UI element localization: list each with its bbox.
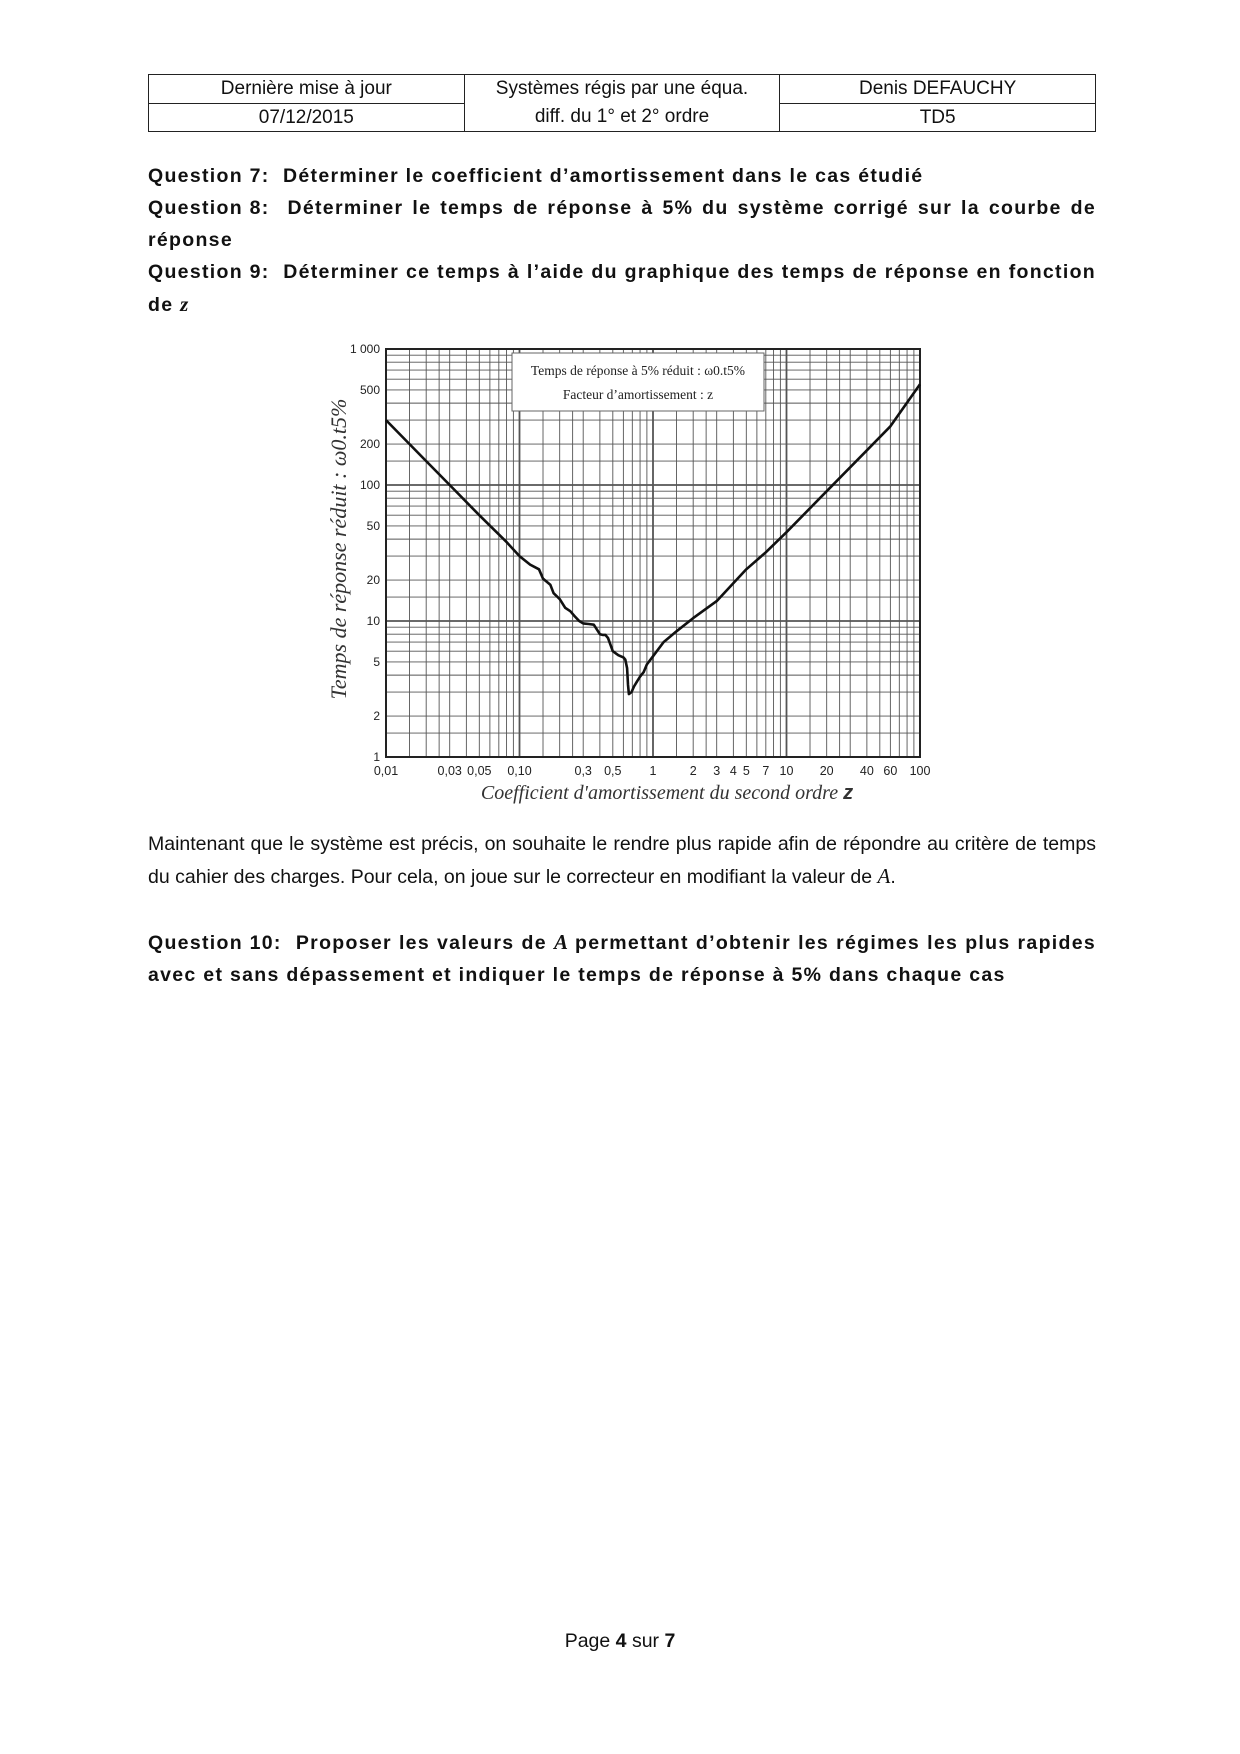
question-10-label: Question 10: <box>148 932 282 954</box>
update-date: 07/12/2015 <box>149 103 465 132</box>
legend-box <box>512 353 764 411</box>
chart-xlabel: Coefficient d'amortissement du second ordre z <box>480 782 854 804</box>
x-tick-label: 20 <box>819 764 834 778</box>
question-9-text: Déterminer ce temps à l’aide du graphique des temps de réponse en fonction de <box>148 261 1096 316</box>
x-tick-label: 7 <box>762 764 770 778</box>
legend-line-1: Temps de réponse à 5% réduit : ω0.t5% <box>530 363 746 378</box>
question-8 <box>148 192 1096 256</box>
y-tick-label: 5 <box>373 654 380 669</box>
y-tick-label: 500 <box>359 382 380 397</box>
x-tick-label: 0,3 <box>574 764 592 778</box>
y-tick-label: 1 <box>373 750 380 764</box>
x-tick-label: 100 <box>909 764 931 778</box>
page-footer <box>0 1630 1240 1653</box>
y-tick-label: 1 000 <box>349 342 380 356</box>
footer-page-word: Page <box>564 1630 611 1652</box>
x-tick-label: 3 <box>713 764 721 778</box>
paragraph-text: Maintenant que le système est précis, on souhaite le rendre plus rapide afin de répondre au critère de temps du cahier des charges. Pour cela, on joue sur le correcteur en modifiant la valeur de <box>148 833 1096 888</box>
question-9 <box>148 256 1096 321</box>
question-7 <box>148 160 1096 192</box>
paragraph-end: . <box>890 866 896 888</box>
question-10 <box>148 926 1096 991</box>
question-8-text: Déterminer le temps de réponse à 5% du système corrigé sur la courbe de réponse <box>148 197 1097 251</box>
y-tick-label: 200 <box>359 437 380 452</box>
doc-title <box>464 75 780 132</box>
question-7-text: Déterminer le coefficient d’amortissement dans le cas étudié <box>283 165 924 187</box>
x-tick-label: 5 <box>742 764 750 778</box>
question-9-label: Question 9: <box>148 261 270 283</box>
x-tick-label: 0,5 <box>604 764 622 778</box>
x-tick-label: 0,03 <box>437 764 462 778</box>
y-tick-label: 50 <box>366 518 380 533</box>
chart-xlabel-var: z <box>843 782 854 804</box>
legend-line-2: Facteur d’amortissement : z <box>562 387 714 402</box>
question-10-text-a: Proposer les valeurs de <box>295 932 547 954</box>
x-tick-label: 4 <box>729 764 737 778</box>
x-tick-label: 40 <box>859 764 874 778</box>
x-tick-label: 10 <box>779 764 794 778</box>
y-tick-label: 10 <box>366 614 380 628</box>
response-time-chart <box>300 325 940 805</box>
x-tick-label: 2 <box>689 764 697 778</box>
doc-title-line1: Systèmes régis par une équa. <box>495 78 749 99</box>
paragraph-var: A <box>877 864 891 888</box>
x-tick-label: 1 <box>649 764 657 778</box>
question-8-label: Question 8: <box>148 197 270 219</box>
header-table <box>148 74 1096 132</box>
chart-ylabel: Temps de réponse réduit : ω0.t5% <box>326 398 351 700</box>
x-tick-label: 0,01 <box>373 764 399 778</box>
intro-paragraph <box>148 828 1096 893</box>
footer-of-word: sur <box>631 1630 660 1652</box>
author: Denis DEFAUCHY <box>780 75 1096 104</box>
x-tick-label: 0,05 <box>467 764 492 778</box>
question-10-text-b: permettant d’obtenir les régimes les plus rapides avec et sans dépassement et indiquer le temps de réponse à 5% dans chaque cas <box>148 932 1097 986</box>
y-tick-label: 20 <box>366 573 380 588</box>
last-update-label: Dernière mise à jour <box>149 75 465 104</box>
doc-id: TD5 <box>780 103 1096 132</box>
y-tick-label: 2 <box>373 709 380 724</box>
footer-page-number: 4 <box>615 1630 627 1652</box>
question-9-var: z <box>180 292 189 316</box>
y-tick-label: 100 <box>359 478 380 492</box>
x-tick-label: 0,10 <box>507 764 532 778</box>
doc-title-line2: diff. du 1° et 2° ordre <box>534 106 710 127</box>
x-tick-label: 60 <box>883 764 898 778</box>
footer-page-total: 7 <box>664 1630 676 1652</box>
chart-svg <box>300 325 940 805</box>
question-10-var: A <box>553 930 568 954</box>
question-7-label: Question 7: <box>148 165 270 187</box>
